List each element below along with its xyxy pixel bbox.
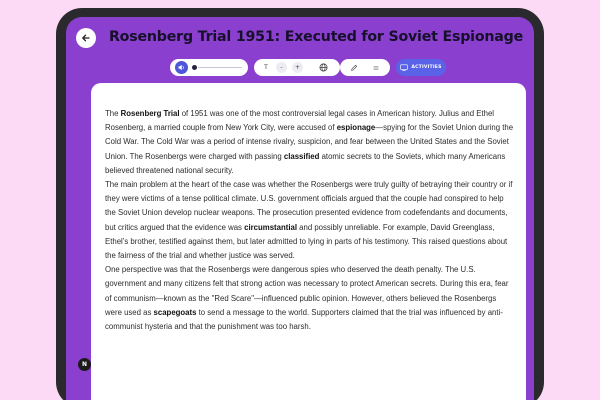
article-paragraph (105, 178, 515, 263)
notes-button[interactable] (370, 62, 382, 73)
keyword-term[interactable]: circumstantial (244, 222, 297, 232)
annotation-tools (340, 59, 390, 76)
text-run: of 1951 was one of the most controversial legal cases in American history. Julius and Ethel Rosenberg, a married couple from New York City, were accused of (105, 109, 495, 133)
globe-icon (319, 63, 328, 72)
audio-scrubber-handle[interactable] (192, 65, 197, 70)
article-body (105, 107, 515, 334)
translate-button[interactable] (316, 62, 330, 73)
text-run: atomic secrets to the Soviets, which many Americans believed threatened national security. (105, 151, 506, 175)
audio-player (170, 59, 248, 76)
article-paragraph (105, 107, 515, 178)
activities-label: ACTIVITIES (411, 65, 442, 70)
highlight-button[interactable] (348, 62, 360, 73)
text-run: —spying for the Soviet Union during the Cold War. The Cold War was a period of intense rivalry, suspicion, and fear between the United States and the Soviet Union. The Rosenbergs were charged with passing (105, 123, 514, 161)
reading-tools (254, 59, 340, 76)
keyword-term[interactable]: espionage (336, 123, 376, 133)
text-run: to send a message to the world. Supporters claimed that the trial was influenced by anti-communist hysteria and that the punishment was too harsh. (105, 307, 503, 332)
activities-icon (400, 64, 408, 71)
keyword-term[interactable]: scapegoats (153, 307, 197, 317)
reader-screen (66, 17, 534, 400)
audio-play-button[interactable] (175, 61, 188, 74)
arrow-left-icon (81, 33, 91, 43)
font-size-icon[interactable]: T (264, 64, 268, 71)
app-badge[interactable]: N (78, 358, 91, 371)
activities-button[interactable] (396, 59, 446, 76)
text-run: The main problem at the heart of the case was whether the Rosenbergs were truly guilty of betraying their country or if they were victims of a tense political climate. U.S. government officials argued that the couple had conspired to help the Soviet Union develop nuclear weapons. The prosecution presented evidence from codefendants and documents, but critics argued that the evidence was (105, 180, 513, 232)
text-run: The (105, 109, 121, 118)
article-card (91, 83, 526, 400)
audio-icon (178, 64, 185, 71)
increase-font-button[interactable]: + (292, 62, 303, 73)
decrease-font-button[interactable]: - (276, 62, 287, 73)
pen-icon (350, 64, 358, 72)
keyword-term[interactable]: Rosenberg Trial (120, 109, 180, 118)
keyword-term[interactable]: classified (283, 151, 320, 161)
back-button[interactable] (76, 28, 96, 48)
audio-progress-track[interactable] (198, 67, 242, 68)
article-paragraph (105, 263, 515, 334)
page-title: Rosenberg Trial 1951: Executed for Soviet Espionage (108, 29, 524, 45)
list-icon (372, 64, 380, 72)
text-run: and possibly unreliable. For example, David Greenglass, Ethel’s brother, testified against them, but later admitted to lying in parts of his testimony. This raised questions about the fairness of the trial and whether justice was served. (105, 222, 508, 261)
text-run: One perspective was that the Rosenbergs were dangerous spies who deserved the death penalty. The U.S. government and many citizens felt that strong action was necessary to protect American secrets. During this era, fear of communism—known as the "Red Scare"—influenced public opinion. However, others believed the Rosenbergs were used as (105, 265, 509, 317)
